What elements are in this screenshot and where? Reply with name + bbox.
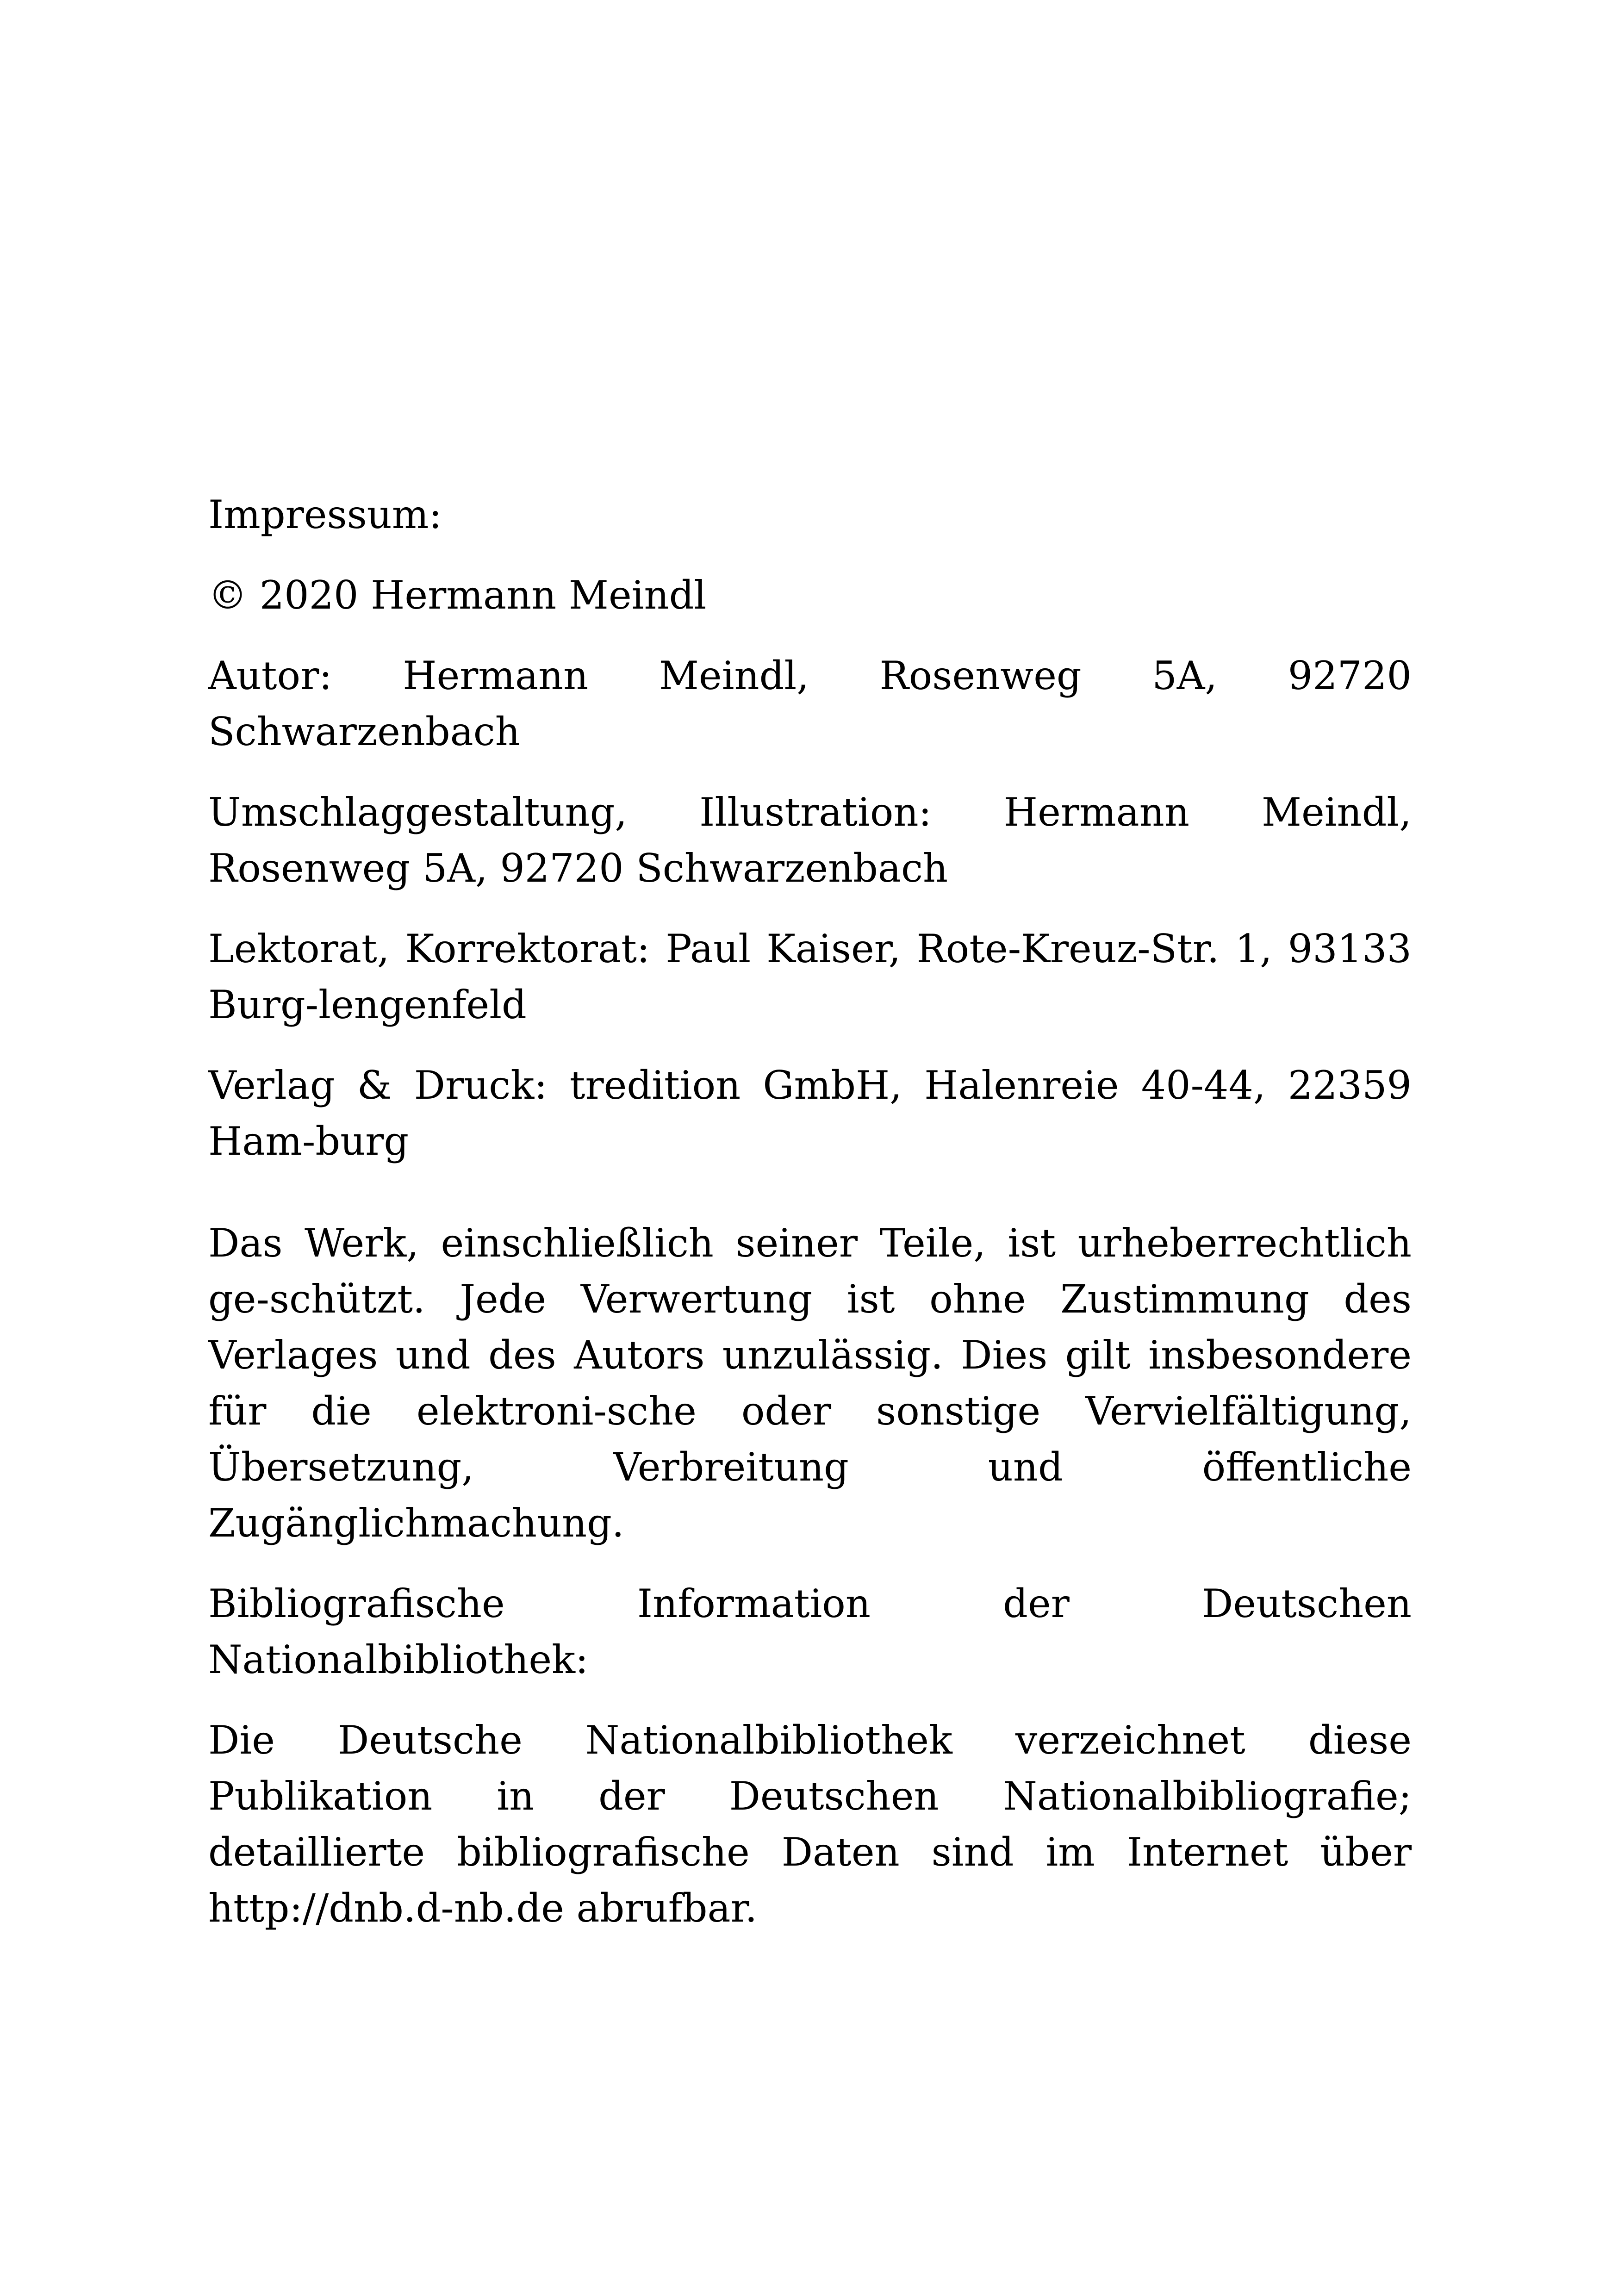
editing-line: Lektorat, Korrektorat: Paul Kaiser, Rote-Kreuz-Str. 1, 93133 Burg-lengenfeld <box>208 926 1412 1027</box>
publisher-line: Verlag & Druck: tredition GmbH, Halenreie 40-44, 22359 Ham-burg <box>208 1063 1412 1164</box>
copyright-line: © 2020 Hermann Meindl <box>208 572 707 618</box>
impressum-section <box>208 487 1412 1170</box>
impressum-heading: Impressum: <box>208 492 442 537</box>
copyright-notice: Das Werk, einschließlich seiner Teile, ist urheberrechtlich ge-schützt. Jede Verwertung ist ohne Zustimmung des Verlages und des Autors unzulässig. Dies gilt insbesondere für die elektroni-sche oder sonstige Vervielfältigung, Übersetzung, Verbreitung und öffentliche Zugänglichmachung. <box>208 1220 1412 1546</box>
dnb-text: Die Deutsche Nationalbibliothek verzeichnet diese Publikation in der Deutschen Nationalbibliografie; detaillierte bibliografische Daten sind im Internet über http://dnb.d-nb.de abrufbar. <box>208 1717 1412 1931</box>
legal-section <box>208 1215 1412 1936</box>
cover-design-line: Umschlaggestaltung, Illustration: Hermann Meindl, Rosenweg 5A, 92720 Schwarzenbach <box>208 790 1412 891</box>
dnb-heading: Bibliografische Information der Deutschen Nationalbibliothek: <box>208 1581 1412 1682</box>
author-line: Autor: Hermann Meindl, Rosenweg 5A, 92720 Schwarzenbach <box>208 653 1412 754</box>
